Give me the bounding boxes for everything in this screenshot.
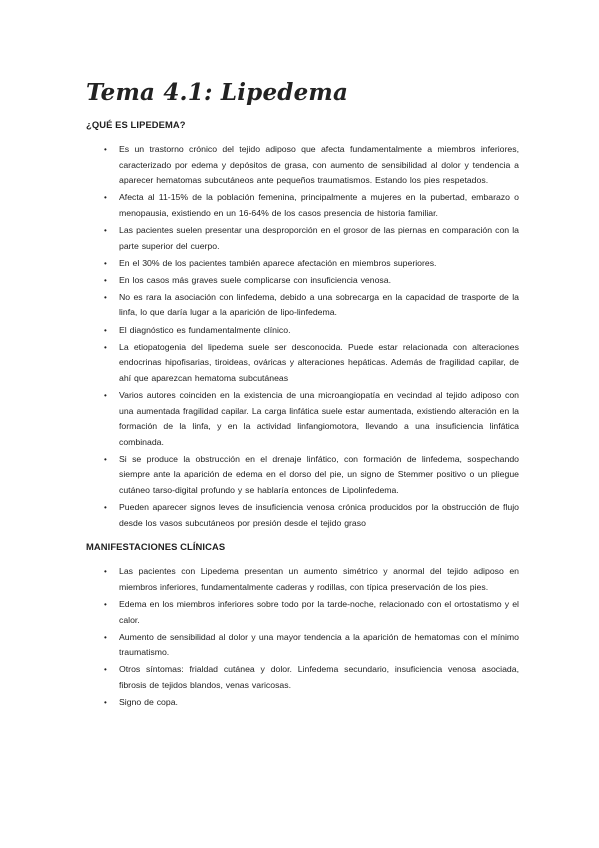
bullet-icon: • (104, 503, 107, 513)
list-item-text: Las pacientes con Lipedema presentan un aumento simétrico y anormal del tejido adiposo en miembros inferiores, fundamentalmente caderas y rodillas, con típica preservación de los pies. (119, 566, 519, 592)
section-heading: MANIFESTACIONES CLÍNICAS (86, 541, 226, 553)
section-heading: ¿QUÉ ES LIPEDEMA? (86, 119, 186, 130)
bullet-icon: • (104, 599, 107, 609)
section-manifestaciones-clinicas (86, 540, 519, 710)
bullet-icon: • (104, 632, 107, 642)
bullet-icon: • (104, 193, 107, 203)
list-item-text: Varios autores coinciden en la existencia de una microangiopatía en vecindad al tejido adiposo con una aumentada fragilidad capilar. La carga linfática suele estar aumentada, existiendo alteración en la formación de la linfa, y en la actividad linfangiomotora, llevando a una insuficiencia linfática combinada. (119, 389, 519, 447)
list-item-text: Las pacientes suelen presentar una desproporción en el grosor de las piernas en comparación con la parte superior del cuerpo. (119, 224, 519, 251)
list-item (86, 695, 519, 711)
list-item (86, 223, 519, 254)
list-item (86, 256, 519, 272)
bullet-list (86, 564, 519, 710)
bullet-list (86, 142, 519, 531)
bullet-icon: • (104, 665, 107, 675)
list-item (86, 290, 519, 321)
bullet-icon: • (104, 390, 107, 400)
section-que-es-lipedema (86, 118, 519, 531)
bullet-icon: • (104, 454, 107, 464)
list-item-text: El diagnóstico es fundamentalmente clínico. (119, 324, 291, 335)
bullet-icon: • (104, 275, 107, 285)
bullet-icon: • (104, 225, 107, 235)
list-item-text: Pueden aparecer signos leves de insuficiencia venosa crónica producidos por la obstrucción de flujo desde los vasos subcutáneos por presión desde el tejido graso (119, 502, 519, 528)
list-item (86, 323, 519, 339)
list-item (86, 273, 519, 289)
list-item-text: Otros síntomas: frialdad cutánea y dolor. Linfedema secundario, insuficiencia venosa asociada, fibrosis de tejidos blandos, venas varicosas. (119, 664, 519, 690)
list-item (86, 597, 519, 628)
list-item-text: La etiopatogenia del lipedema suele ser desconocida. Puede estar relacionada con alteraciones endocrinas hipofisarias, tiroideas, ováricas y alteraciones hepáticas. Además de fragilidad capilar, de ahí que aparezcan hematoma subcutáneas (119, 341, 519, 383)
list-item (86, 190, 519, 221)
list-item (86, 630, 519, 661)
list-item-text: No es rara la asociación con linfedema, debido a una sobrecarga en la capacidad de trasporte de la linfa, lo que daría lugar a la aparición de lipo-linfedema. (119, 291, 519, 318)
bullet-icon: • (104, 567, 107, 577)
list-item-text: Afecta al 11-15% de la población femenina, principalmente a mujeres en la pubertad, embarazo o menopausia, existiendo en un 16-64% de los casos presencia de historia familiar. (119, 192, 519, 218)
list-item-text: Si se produce la obstrucción en el drenaje linfático, con formación de linfedema, sospechando siempre ante la aparición de edema en el dorso del pie, un signo de Stemmer positivo o un pliegue cutáneo tarso-digital profundo y se hablaría entonces de Lipolinfedema. (119, 453, 519, 495)
list-item-text: En el 30% de los pacientes también aparece afectación en miembros superiores. (119, 257, 437, 268)
list-item (86, 142, 519, 189)
page-title: Tema 4.1: Lipedema (86, 79, 349, 106)
list-item (86, 388, 519, 450)
bullet-icon: • (104, 325, 107, 335)
list-item-text: Edema en los miembros inferiores sobre todo por la tarde-noche, relacionado con el ortostatismo y el calor. (119, 598, 519, 625)
list-item-text: Es un trastorno crónico del tejido adiposo que afecta fundamentalmente a miembros inferiores, caracterizado por edema y depósitos de grasa, con aumento de sensibilidad al dolor y tendencia a aparecer hematomas subcutáneos ante pequeños traumatismos. Estando los pies respetados. (119, 144, 519, 186)
list-item (86, 340, 519, 387)
list-item (86, 662, 519, 693)
list-item-text: En los casos más graves suele complicarse con insuficiencia venosa. (119, 274, 392, 285)
bullet-icon: • (104, 698, 107, 707)
list-item (86, 564, 519, 595)
list-item-text: Aumento de sensibilidad al dolor y una mayor tendencia a la aparición de hematomas con el mínimo traumatismo. (119, 631, 519, 658)
list-item-text: Signo de copa. (119, 697, 178, 707)
bullet-icon: • (104, 145, 107, 154)
list-item (86, 500, 519, 531)
bullet-icon: • (104, 292, 107, 302)
bullet-icon: • (104, 258, 107, 268)
bullet-icon: • (104, 342, 107, 352)
list-item (86, 452, 519, 499)
